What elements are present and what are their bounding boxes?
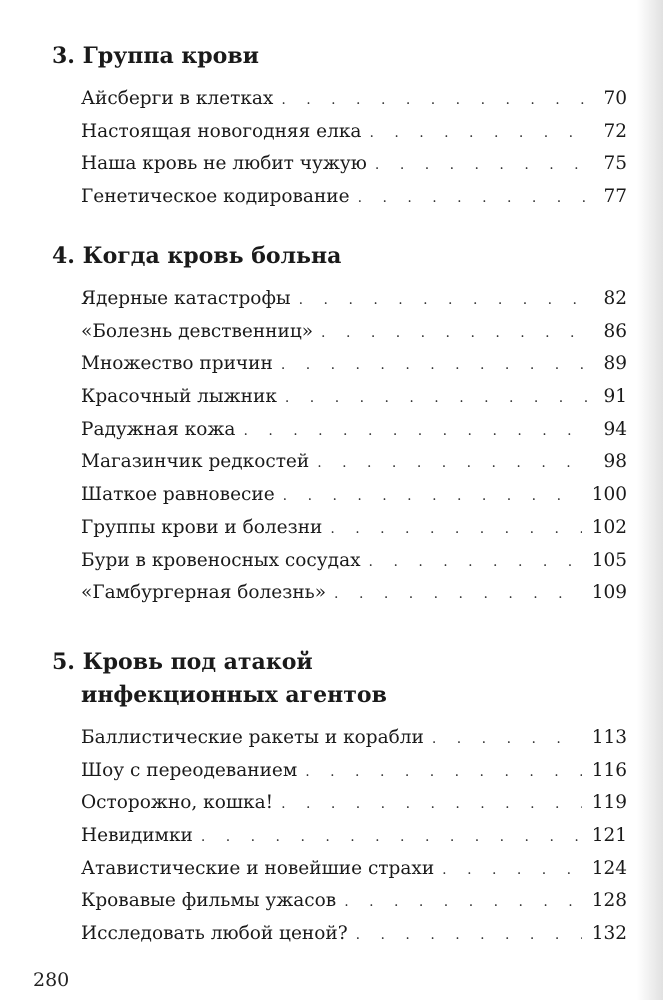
toc-section-4 xyxy=(52,240,627,610)
page-edge-shadow xyxy=(637,0,663,1000)
toc-entry xyxy=(81,755,627,788)
entry-title: Ядерные катастрофы xyxy=(81,288,291,309)
entry-page-number: 109 xyxy=(591,582,627,604)
dot-leader xyxy=(369,117,587,150)
dot-leader xyxy=(281,84,587,117)
entry-title: Магазинчик редкостей xyxy=(81,451,310,473)
toc-entry xyxy=(81,820,627,853)
dot-leader xyxy=(369,546,582,579)
entry-title: Бури в кровеносных сосудах xyxy=(81,549,361,571)
entry-title: Исследовать любой ценой? xyxy=(81,923,348,945)
dot-leader xyxy=(442,854,582,887)
toc-entry xyxy=(81,853,627,886)
entry-title: Кровавые фильмы ужасов xyxy=(81,890,337,912)
entry-title: Генетическое кодирование xyxy=(81,186,350,208)
toc-entry xyxy=(81,148,627,181)
chapter-title-line-2: инфекционных агентов xyxy=(81,682,387,708)
entry-page-number: 98 xyxy=(603,451,627,473)
entry-title: Радужная кожа xyxy=(81,418,236,440)
toc-entry xyxy=(81,885,627,918)
entry-page-number: 128 xyxy=(591,890,627,912)
toc-entry-list xyxy=(52,283,627,610)
entry-title: Айсберги в клетках xyxy=(81,88,274,109)
entry-page-number: 105 xyxy=(591,549,627,571)
entry-title: Шоу с переодеванием xyxy=(81,759,298,781)
entry-page-number: 94 xyxy=(603,418,627,440)
page-number: 280 xyxy=(33,969,70,991)
toc-entry xyxy=(81,545,627,578)
toc-entry xyxy=(81,381,627,414)
entry-title: Баллистические ракеты и корабли xyxy=(81,727,424,748)
dot-leader xyxy=(305,756,581,789)
toc-entry-list xyxy=(52,83,627,214)
dot-leader xyxy=(281,788,582,821)
dot-leader xyxy=(281,349,587,382)
toc-entry-list xyxy=(52,722,627,951)
entry-title: Наша кровь не любит чужую xyxy=(81,153,367,175)
toc-entry xyxy=(81,83,627,116)
toc-entry xyxy=(81,414,627,447)
entry-page-number: 72 xyxy=(603,120,627,142)
dot-leader xyxy=(317,447,587,480)
chapter-title-line-1: 5. Кровь под атакой xyxy=(52,649,313,675)
entry-page-number: 86 xyxy=(603,320,627,342)
entry-title: Группы крови и болезни xyxy=(81,516,323,538)
dot-leader xyxy=(334,578,582,611)
toc-entry xyxy=(81,722,627,755)
dot-leader xyxy=(358,182,587,215)
entry-title: Настоящая новогодняя елка xyxy=(81,120,362,142)
entry-page-number: 77 xyxy=(603,186,627,208)
toc-entry xyxy=(81,787,627,820)
toc-section-5 xyxy=(52,646,627,951)
entry-title: «Болезнь девственниц» xyxy=(81,320,314,342)
toc-entry xyxy=(81,316,627,349)
entry-title: Множество причин xyxy=(81,353,273,375)
dot-leader xyxy=(283,480,582,513)
entry-page-number: 102 xyxy=(591,516,627,538)
chapter-title xyxy=(52,646,627,712)
entry-page-number: 100 xyxy=(591,484,627,506)
toc-entry xyxy=(81,116,627,149)
toc-entry xyxy=(81,283,627,316)
entry-page-number: 116 xyxy=(591,759,627,781)
dot-leader xyxy=(321,317,587,350)
entry-title: Осторожно, кошка! xyxy=(81,792,274,814)
toc-entry xyxy=(81,446,627,479)
toc-entry xyxy=(81,181,627,214)
entry-page-number: 75 xyxy=(603,153,627,175)
entry-page-number: 132 xyxy=(591,923,627,945)
dot-leader xyxy=(356,919,582,952)
entry-page-number: 82 xyxy=(603,288,627,309)
toc-section-3 xyxy=(52,40,627,214)
entry-title: Шаткое равновесие xyxy=(81,484,275,506)
entry-page-number: 119 xyxy=(591,792,627,814)
entry-title: «Гамбургерная болезнь» xyxy=(81,582,327,604)
toc-entry xyxy=(81,918,627,951)
dot-leader xyxy=(201,821,582,854)
entry-page-number: 113 xyxy=(591,727,627,748)
entry-page-number: 91 xyxy=(603,386,627,408)
chapter-title: 3. Группа крови xyxy=(52,43,259,69)
toc-entry xyxy=(81,348,627,381)
entry-title: Атавистические и новейшие страхи xyxy=(81,857,435,879)
toc-entry xyxy=(81,512,627,545)
entry-page-number: 89 xyxy=(603,353,627,375)
toc-entry xyxy=(81,479,627,512)
entry-page-number: 124 xyxy=(591,857,627,879)
entry-page-number: 70 xyxy=(603,88,627,109)
dot-leader xyxy=(344,886,581,919)
dot-leader xyxy=(375,149,587,182)
dot-leader xyxy=(285,382,587,415)
dot-leader xyxy=(243,415,587,448)
dot-leader xyxy=(330,513,581,546)
toc-entry xyxy=(81,577,627,610)
dot-leader xyxy=(432,723,582,756)
entry-title: Красочный лыжник xyxy=(81,386,277,408)
entry-page-number: 121 xyxy=(591,825,627,847)
dot-leader xyxy=(299,284,587,317)
chapter-title: 4. Когда кровь больна xyxy=(52,243,342,269)
entry-title: Невидимки xyxy=(81,825,193,847)
